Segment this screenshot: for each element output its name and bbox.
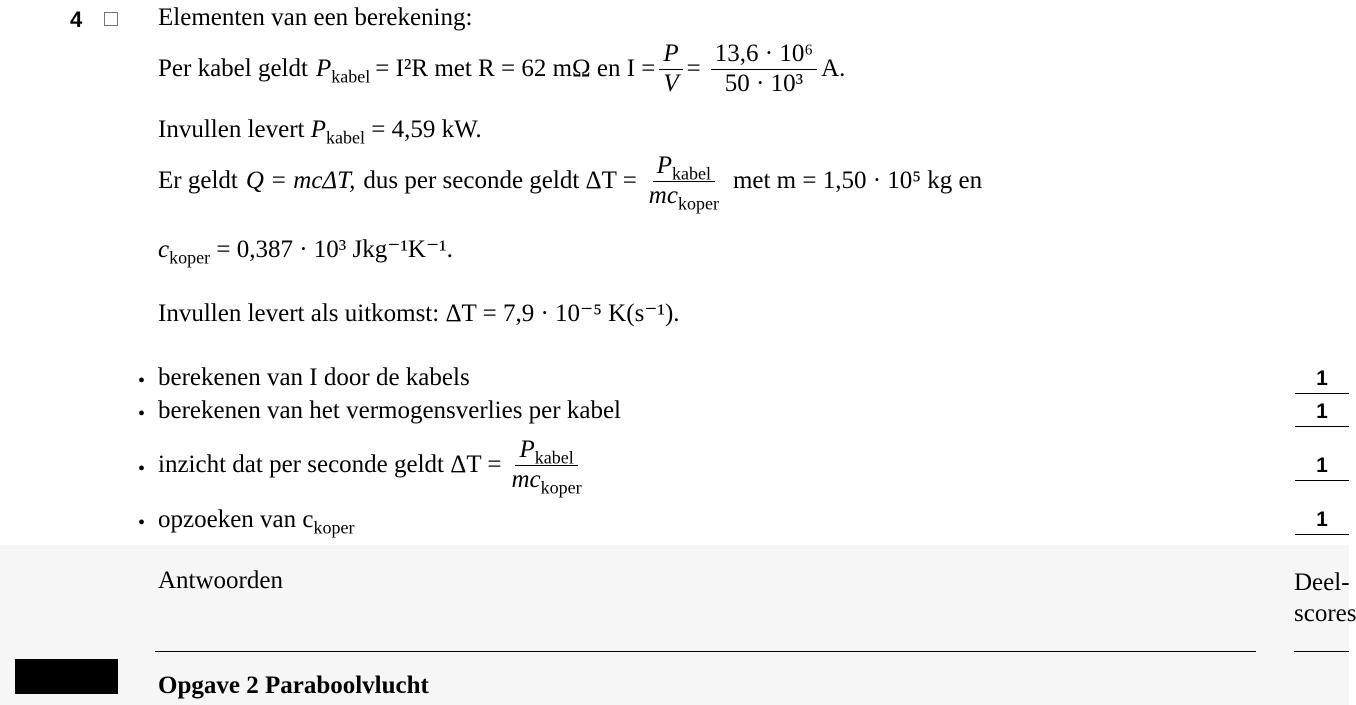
line1-unit: A.	[821, 55, 846, 83]
p-kabel-sub: kabel	[331, 66, 371, 87]
score-1: 1	[1295, 367, 1349, 394]
checkbox[interactable]	[104, 12, 118, 26]
score-2: 1	[1295, 400, 1349, 427]
scores-label: Deel- scores	[1294, 569, 1356, 628]
calc-line-2: Invullen levert $P_{kabel} = 4,59$ kW.	[158, 116, 482, 148]
fraction-delta-t: $\frac{P_{kabel}}{mc_{koper}}$	[648, 152, 719, 214]
section-marker-bar	[15, 659, 118, 694]
criterion-2: berekenen van het vermogensverlies per kabel	[158, 397, 621, 424]
fraction-p-over-v: $\frac{P}{V}$	[659, 40, 682, 99]
bullet: •	[138, 403, 146, 425]
question-intro: Elementen van een berekening:	[158, 4, 473, 31]
line1-eq: = I²R met R = 62 mΩ en I =	[375, 55, 656, 83]
bullet: •	[138, 512, 146, 534]
calc-line-4: $c_{koper} = 0,387 \cdot 10^3$ Jkg⁻¹K⁻¹.	[158, 236, 453, 268]
criterion-4: opzoeken van $c_{koper}$	[158, 506, 355, 538]
calc-line-5: Invullen levert als uitkomst: ΔT = 7,9 · 10⁻⁵ K(s⁻¹).	[158, 300, 680, 327]
answers-label: Antwoorden	[158, 567, 283, 594]
section-title: Opgave 2 Paraboolvlucht	[158, 672, 429, 699]
bullet: •	[138, 370, 146, 392]
divider	[1294, 651, 1349, 652]
line1-prefix: Per kabel geldt	[158, 55, 308, 83]
bullet: •	[138, 458, 146, 480]
calc-line-1: Per kabel geldt $P_{kabel}$ = I²R met R = 62 mΩ en I = $\frac{P}{V}$ = $\frac{\text{13,6 · 10⁶}}{\text{50 · 10³}}$ A.	[158, 40, 846, 97]
question-number: 4	[70, 7, 83, 32]
fraction-delta-t-criterion: $\frac{P_{kabel}}{mc_{koper}}$	[511, 436, 582, 498]
divider	[155, 651, 1256, 652]
calc-line-3: Er geldt Q = mcΔT, dus per seconde geldt ΔT = $\frac{P_{kabel}}{mc_{koper}}$ met m = 1,50 · 10⁵ kg en	[158, 152, 983, 214]
criterion-1: berekenen van I door de kabels	[158, 364, 470, 391]
fraction-values: $\frac{\text{13,6 · 10⁶}}{\text{50 · 10³}}$	[711, 40, 817, 99]
score-3: 1	[1295, 454, 1349, 481]
criterion-3: inzicht dat per seconde geldt ΔT = $\frac{P_{kabel}}{mc_{koper}}$	[158, 436, 590, 495]
score-4: 1	[1295, 508, 1349, 535]
